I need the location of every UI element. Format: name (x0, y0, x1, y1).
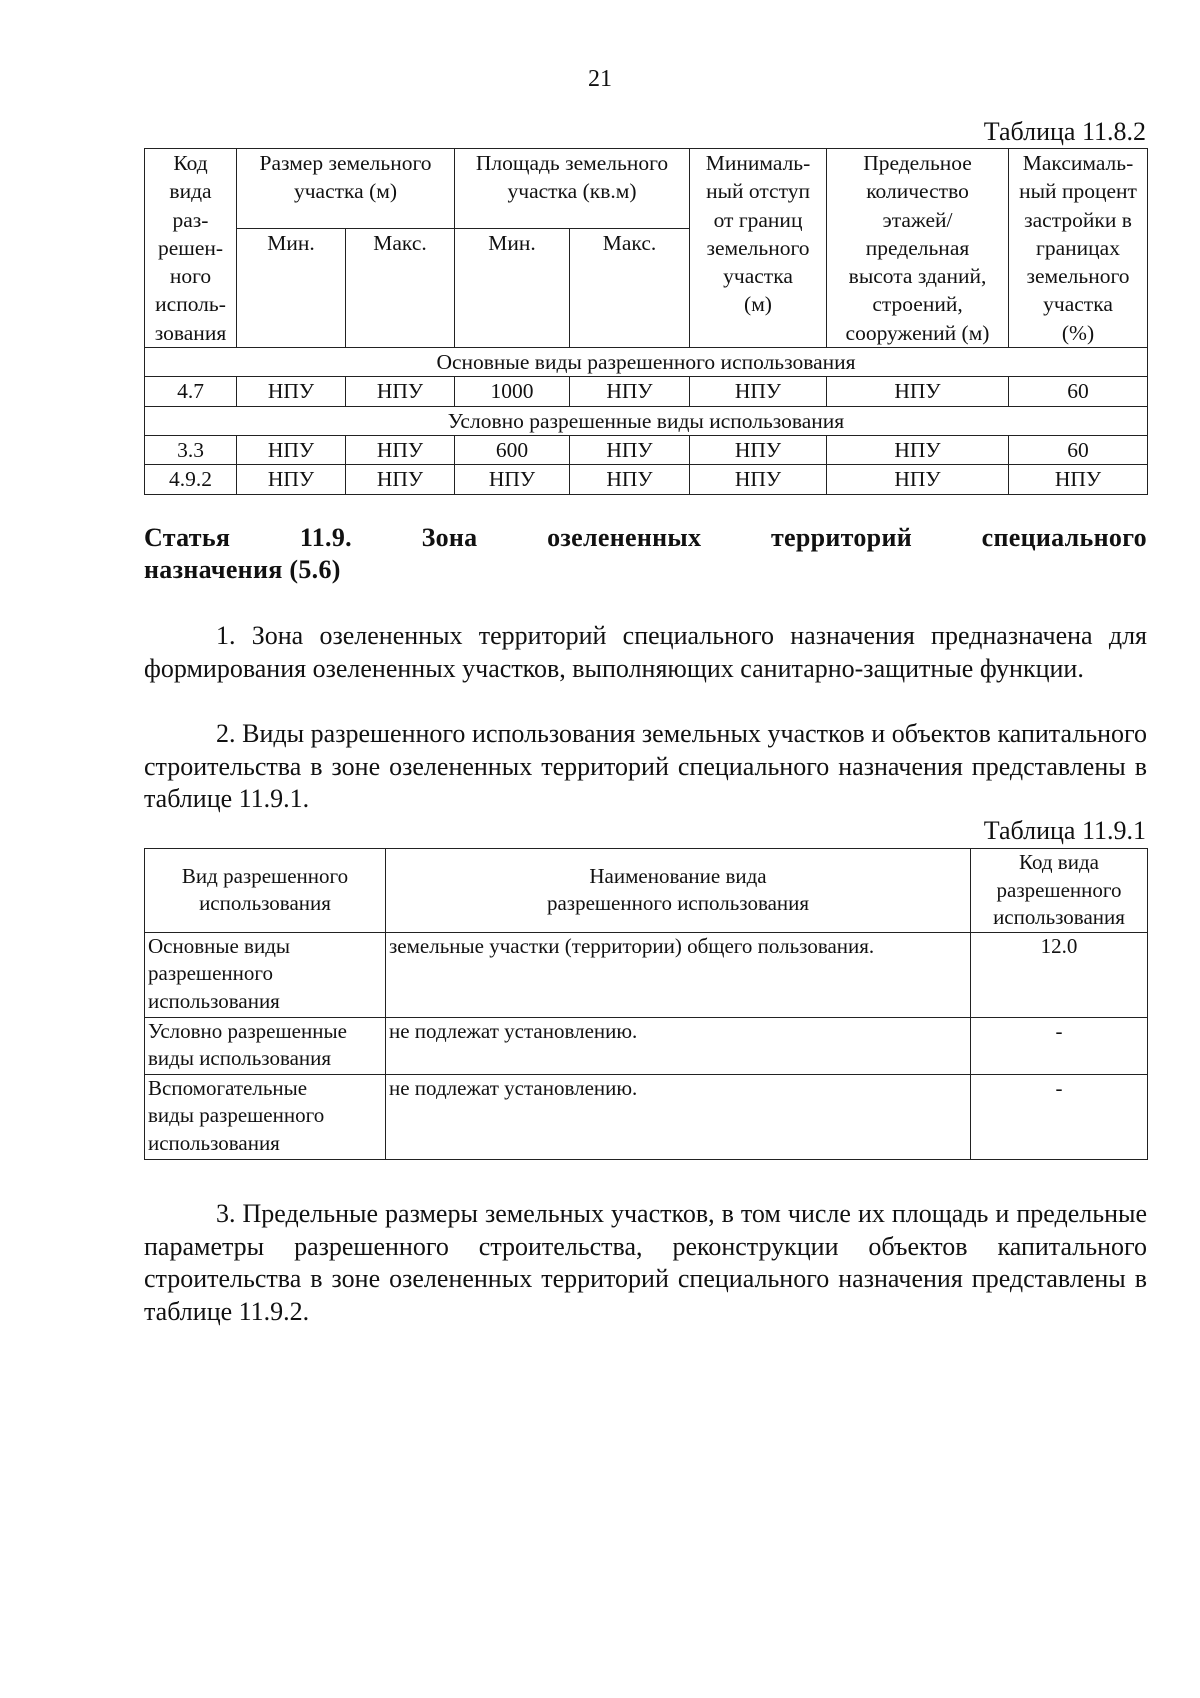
limits-table (144, 148, 1148, 495)
text-line: Площадь земельного (475, 151, 669, 175)
use-name-cell: не подлежат установлению. (386, 1074, 971, 1159)
header-setback (690, 149, 827, 348)
heading-word: озелененных (547, 523, 702, 552)
text-line: использования (148, 988, 280, 1013)
table-cell: НПУ (690, 377, 827, 406)
paragraph-3 (144, 1198, 1147, 1328)
text-line: (%) (1061, 320, 1095, 345)
table-cell: НПУ (570, 465, 690, 494)
header-use-name (386, 849, 971, 933)
text-line: виды использования (148, 1046, 332, 1070)
text-line: высота зданий, (848, 264, 987, 289)
text-line: раз- (172, 207, 209, 232)
text-line: вида (169, 179, 212, 204)
section-conditional: Условно разрешенные виды использования (145, 406, 1148, 435)
table-row (145, 465, 1148, 494)
paragraph-text: 1. Зона озелененных территорий специального назначения предназначена для формирования озелененных участков, выполняющих санитарно-защитные функции. (144, 621, 1147, 683)
text-line: границах (1036, 235, 1120, 260)
table-cell: НПУ (690, 465, 827, 494)
table-row (145, 1074, 1148, 1159)
table-cell: НПУ (827, 377, 1009, 406)
text-line: ного (169, 264, 212, 289)
table-cell: НПУ (570, 435, 690, 464)
use-code-cell: - (971, 1074, 1148, 1159)
text-line: виды разрешенного (148, 1103, 325, 1127)
paragraph-2 (144, 718, 1147, 816)
header-build-percent (1009, 149, 1148, 348)
table-cell: НПУ (237, 377, 346, 406)
header-floors (827, 149, 1009, 348)
text-line: Код вида (1019, 850, 1099, 874)
text-line: Основные виды (148, 933, 291, 958)
text-line: Код (173, 151, 208, 175)
heading-word: Зона (421, 523, 478, 552)
use-name-cell: земельные участки (территории) общего пользования. (386, 932, 971, 1017)
text-line: использования (993, 905, 1125, 929)
heading-word: Статья (144, 523, 231, 552)
table-cell: НПУ (827, 435, 1009, 464)
text-line: количество (866, 179, 969, 204)
text-line: ный процент (1019, 179, 1137, 204)
text-line: зования (154, 320, 227, 345)
table-cell: 4.9.2 (145, 465, 237, 494)
text-line: Вспомогательные (148, 1075, 308, 1100)
table-caption: Таблица 11.8.2 (983, 117, 1146, 146)
text-line: земельного (1026, 264, 1130, 289)
text-line: Максималь- (1022, 151, 1134, 175)
paragraph-text: 3. Предельные размеры земельных участков, в том числе их площадь и предельные параметры разрешенного строительства, реконструкции объектов капитального строительства в зоне озелененных территорий специального назначения представлены в таблице 11.9.2. (144, 1199, 1147, 1326)
text-line: от границ (713, 207, 803, 232)
heading-word: специального (981, 523, 1147, 552)
header-use-code (971, 849, 1148, 933)
use-type-cell (145, 932, 386, 1017)
text-line: этажей/ (882, 207, 953, 232)
use-code-cell: 12.0 (971, 932, 1148, 1017)
table-cell: НПУ (237, 465, 346, 494)
use-type-cell (145, 1017, 386, 1074)
text-line: использования (199, 891, 331, 916)
table-cell: 4.7 (145, 377, 237, 406)
table-cell: НПУ (827, 465, 1009, 494)
table-cell: НПУ (346, 377, 455, 406)
use-type-cell (145, 1074, 386, 1159)
text-line: разрешенного (148, 961, 273, 985)
header-max: Макс. (570, 228, 690, 347)
article-heading (144, 522, 1147, 586)
table-cell: 600 (455, 435, 570, 464)
text-line: Вид разрешенного (181, 863, 349, 888)
text-line: участка (1043, 292, 1113, 317)
table-caption: Таблица 11.9.1 (983, 816, 1146, 845)
permitted-use-table (144, 848, 1148, 1160)
page-number: 21 (588, 66, 612, 92)
header-plot-area (455, 149, 690, 229)
heading-line-2: назначения (5.6) (144, 555, 341, 584)
text-line: сооружений (м) (845, 320, 990, 345)
table-cell: НПУ (1009, 465, 1148, 494)
text-line: исполь- (155, 292, 226, 317)
text-line: участка (кв.м) (507, 179, 637, 204)
use-code-cell: - (971, 1017, 1148, 1074)
use-name-cell: не подлежат установлению. (386, 1017, 971, 1074)
text-line: земельного (706, 235, 810, 260)
text-line: строений, (872, 292, 963, 317)
text-line: предельная (865, 235, 970, 260)
text-line: Предельное (863, 151, 972, 175)
section-main: Основные виды разрешенного использования (145, 348, 1148, 377)
text-line: Размер земельного (259, 151, 432, 175)
text-line: разрешенного (996, 877, 1122, 902)
header-min: Мин. (237, 228, 346, 347)
table-cell: НПУ (570, 377, 690, 406)
header-code (145, 149, 237, 348)
text-line: использования (148, 1130, 280, 1155)
text-line: Наименование вида (589, 863, 767, 888)
paragraph-1 (144, 620, 1147, 685)
table-row (145, 932, 1148, 1017)
text-line: Условно разрешенные (148, 1018, 347, 1043)
table-row (145, 377, 1148, 406)
paragraph-text: 2. Виды разрешенного использования земельных участков и объектов капитального строительства в зоне озелененных территорий специального назначения представлены в таблице 11.9.1. (144, 719, 1147, 813)
table-cell: НПУ (346, 435, 455, 464)
header-plot-size (237, 149, 455, 229)
text-line: разрешенного использования (546, 891, 810, 916)
text-line: (м) (744, 292, 772, 317)
text-line: ный отступ (706, 179, 810, 204)
header-max: Макс. (346, 228, 455, 347)
table-cell: НПУ (346, 465, 455, 494)
table-cell: 3.3 (145, 435, 237, 464)
table-cell: НПУ (237, 435, 346, 464)
table-cell: НПУ (690, 435, 827, 464)
text-line: решен- (157, 235, 224, 260)
table-cell: НПУ (455, 465, 570, 494)
table-cell: 60 (1009, 377, 1148, 406)
table-row (145, 1017, 1148, 1074)
table-cell: 60 (1009, 435, 1148, 464)
heading-word: территорий (770, 523, 912, 552)
header-use-type (145, 849, 386, 933)
table-row (145, 435, 1148, 464)
header-min: Мин. (455, 228, 570, 347)
table-cell: 1000 (455, 377, 570, 406)
text-line: застройки в (1024, 207, 1132, 232)
text-line: Минималь- (705, 151, 811, 175)
heading-word: 11.9. (299, 523, 352, 552)
text-line: участка (723, 264, 793, 289)
text-line: участка (м) (293, 179, 397, 204)
